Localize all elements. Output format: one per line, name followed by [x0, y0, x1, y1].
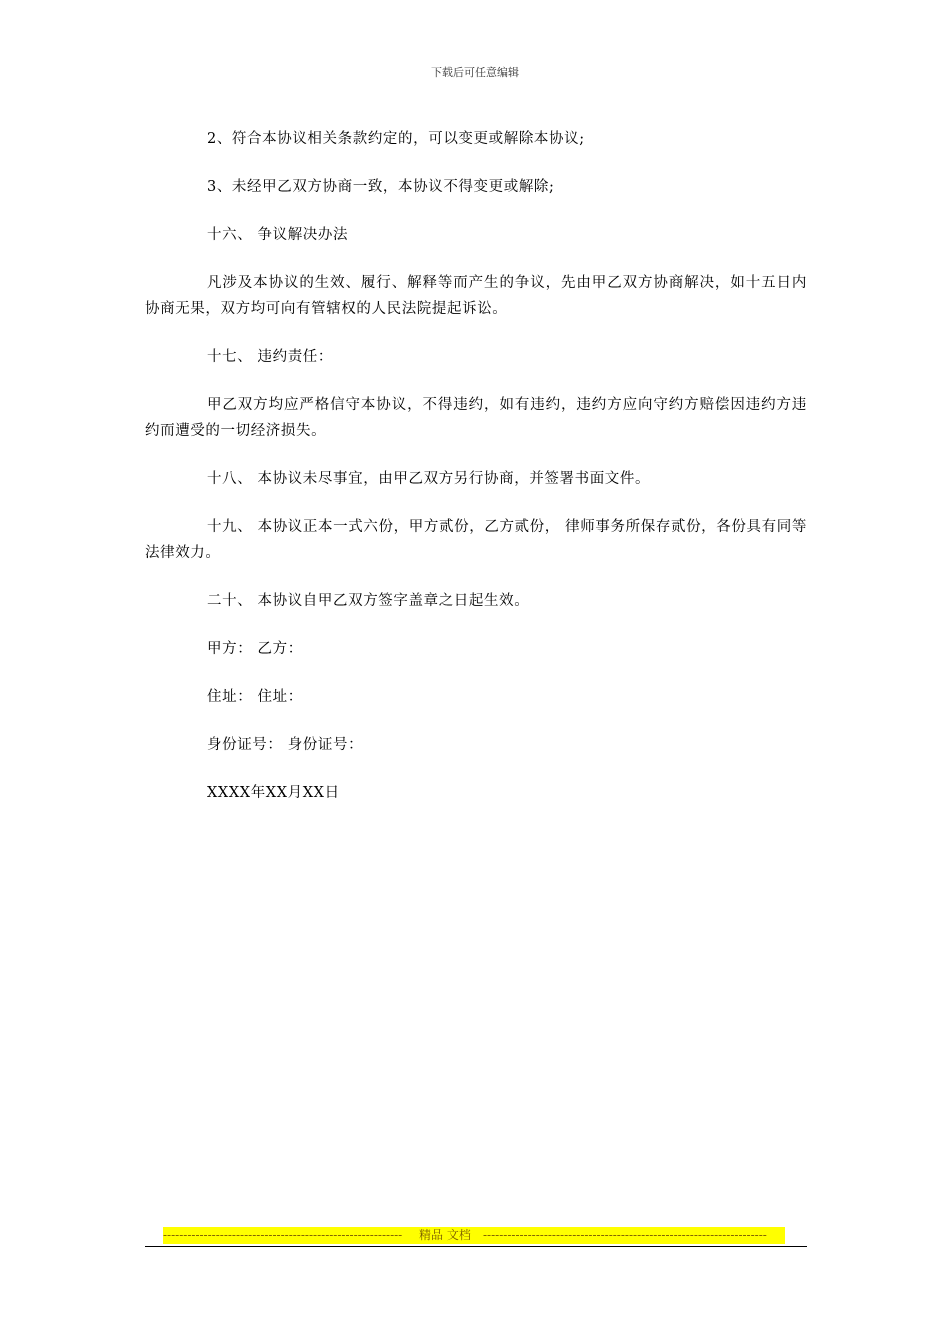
clause-3-no-change-without-consent: 3、未经甲乙双方协商一致，本协议不得变更或解除;: [207, 179, 555, 195]
footer-banner: [163, 1227, 785, 1244]
section-19-text: 十九、 本协议正本一式六份，甲方贰份，乙方贰份， 律师事务所保存贰份，各份具有同等法律效力。: [145, 519, 807, 561]
signature-party-line: 甲方： 乙方：: [207, 641, 303, 657]
section-17-text: 甲乙双方均应严格信守本协议，不得违约，如有违约，违约方应向守约方赔偿因违约方违约而遭受的一切经济损失。: [145, 397, 807, 439]
footer-dashes-right: ----------------------------------------------------------------------: [483, 1228, 767, 1242]
footer-label: 精品 文档: [419, 1228, 471, 1242]
signature-id-line: 身份证号： 身份证号：: [207, 737, 364, 753]
section-16-text: 凡涉及本协议的生效、履行、解释等而产生的争议，先由甲乙双方协商解决，如十五日内协商无果，双方均可向有管辖权的人民法院提起诉讼。: [145, 275, 807, 317]
page-header-note: 下载后可任意编辑: [431, 66, 519, 79]
section-16-heading: 十六、 争议解决办法: [207, 227, 349, 243]
footer-divider: [145, 1246, 807, 1247]
section-20-text: 二十、 本协议自甲乙双方签字盖章之日起生效。: [207, 593, 530, 609]
document-body: [145, 126, 807, 828]
section-18-text: 十八、 本协议未尽事宜，由甲乙双方另行协商，并签署书面文件。: [207, 471, 651, 487]
signature-date-line: XXXX年XX月XX日: [207, 785, 340, 801]
footer-dashes-left: -----------------------------------------------------------: [163, 1228, 403, 1242]
section-17-heading: 十七、 违约责任：: [207, 349, 334, 365]
clause-2-change-conditions: 2、符合本协议相关条款约定的，可以变更或解除本协议;: [207, 131, 585, 147]
signature-address-line: 住址： 住址：: [207, 689, 303, 705]
